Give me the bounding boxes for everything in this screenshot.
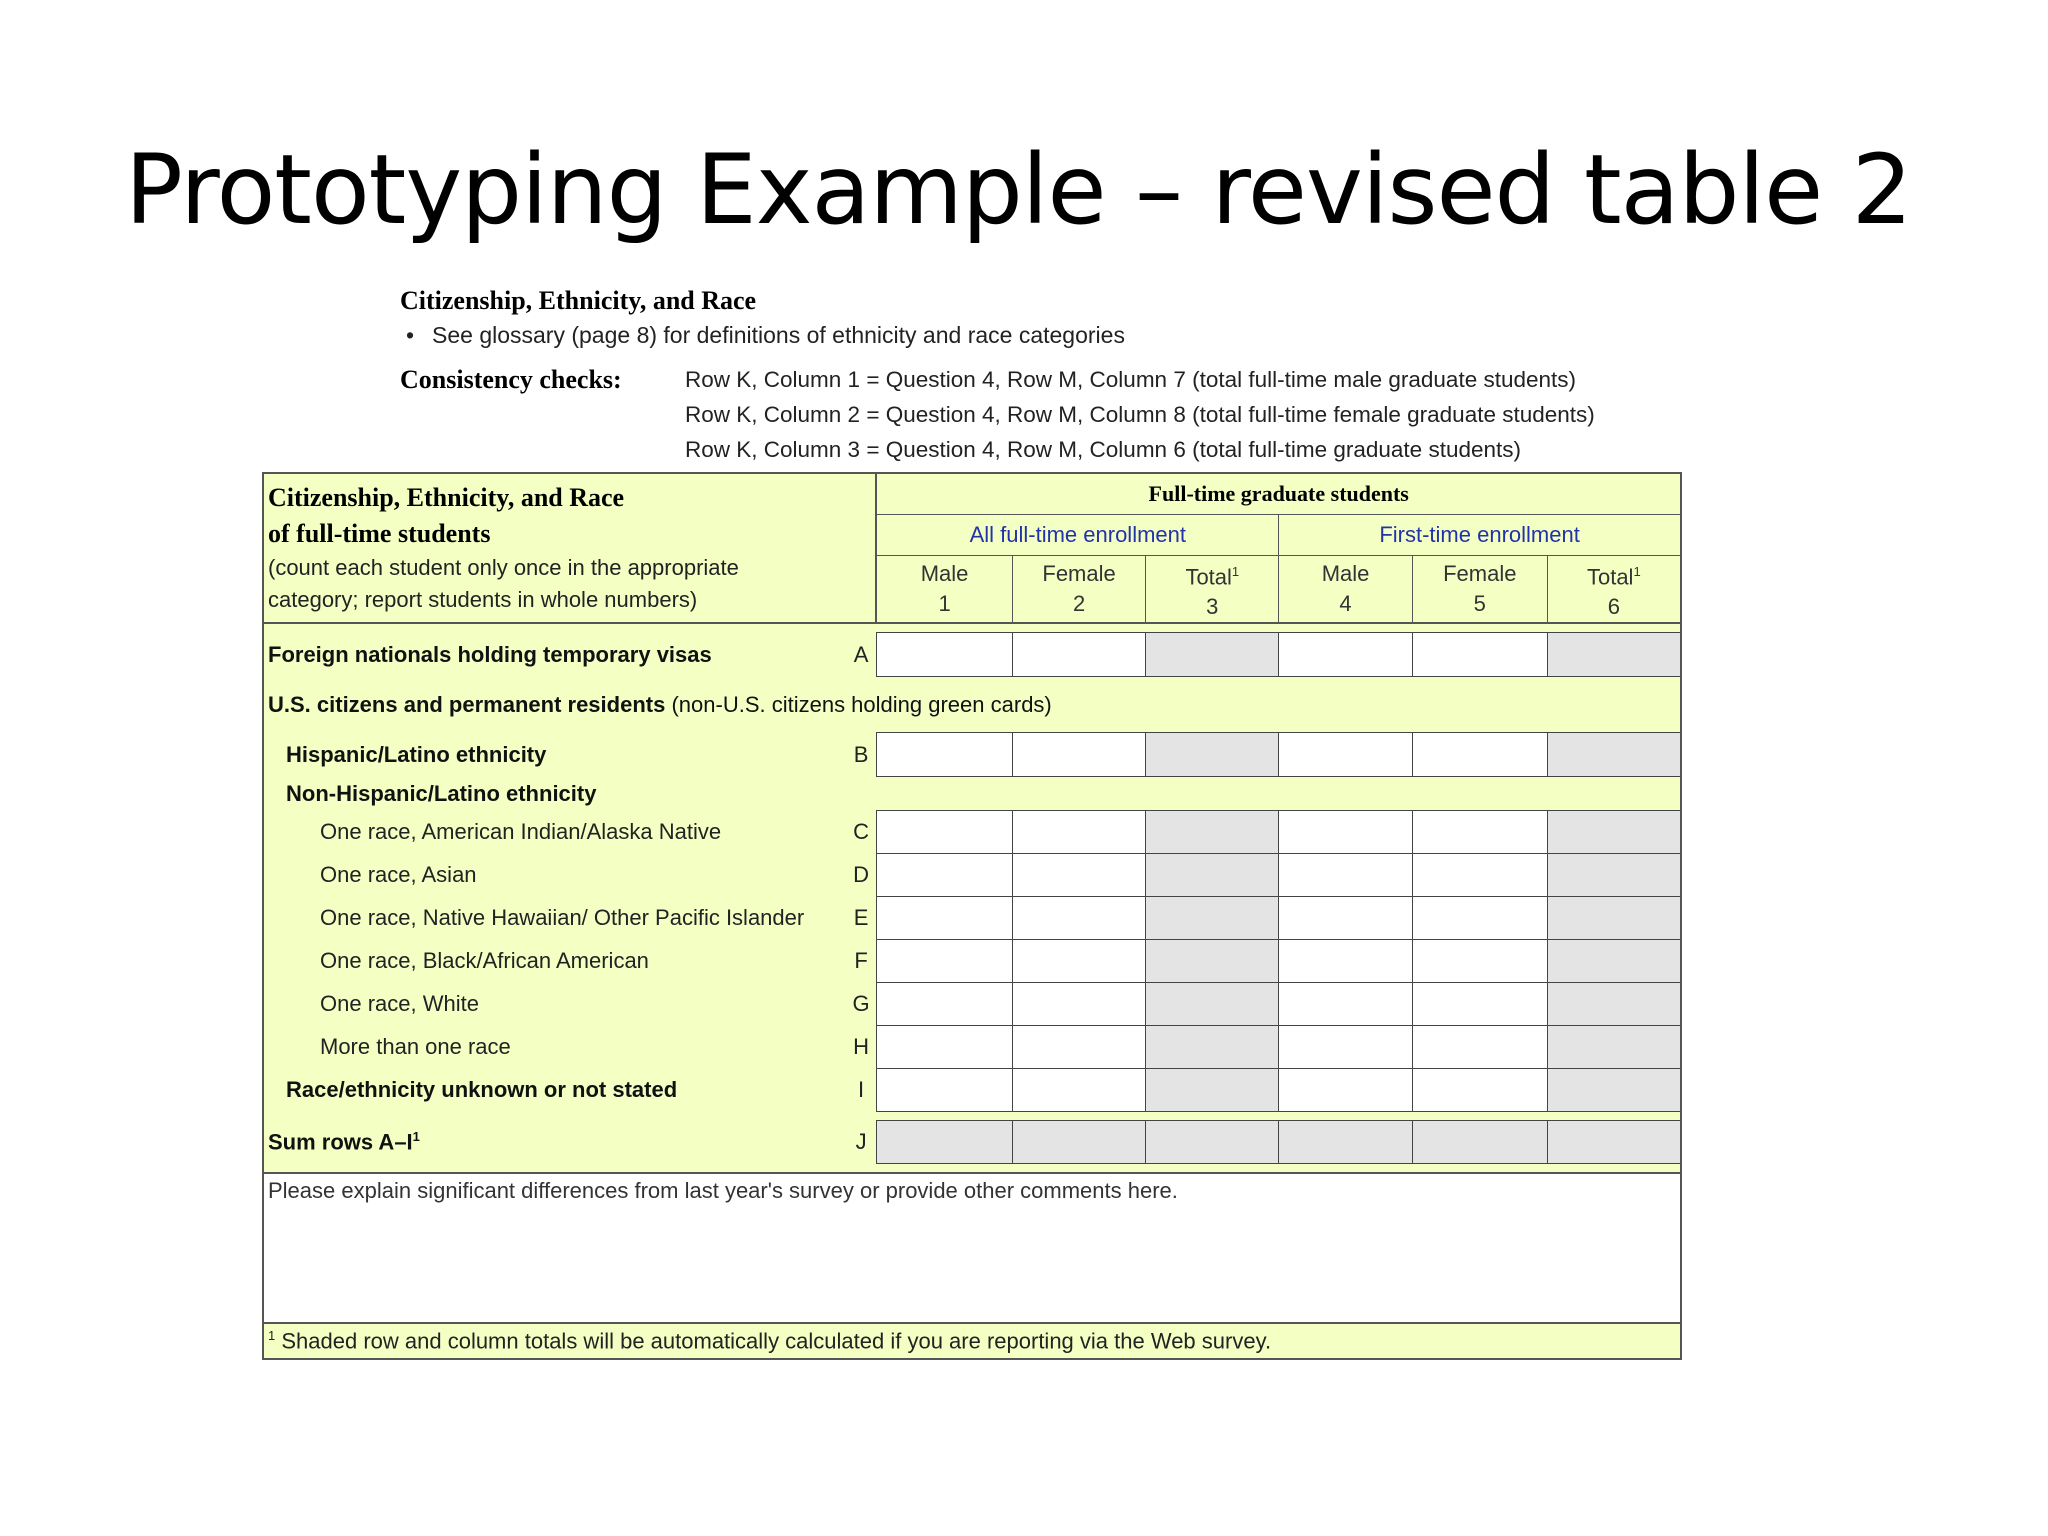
total-cell <box>1547 940 1681 983</box>
column-number: 2 <box>1072 591 1086 617</box>
total-cell <box>1146 633 1279 677</box>
table-row <box>263 940 1681 983</box>
table-row <box>263 733 1681 777</box>
input-cell[interactable] <box>1012 854 1146 897</box>
header-all-enrollment: All full-time enrollment <box>876 515 1278 556</box>
total-cell <box>1412 1121 1547 1164</box>
header-instruction: category; report students in whole numbers) <box>268 587 698 612</box>
input-cell[interactable] <box>1412 811 1547 854</box>
row-letter: A <box>846 633 876 677</box>
column-header <box>1547 556 1681 623</box>
column-number: 6 <box>1607 593 1620 619</box>
input-cell[interactable] <box>1279 940 1413 983</box>
total-cell <box>1146 1069 1279 1112</box>
input-cell[interactable] <box>1412 633 1547 677</box>
total-cell <box>876 1121 1012 1164</box>
table-row <box>263 633 1681 677</box>
table-row <box>263 1069 1681 1112</box>
input-cell[interactable] <box>1412 897 1547 940</box>
header-instruction: (count each student only once in the appropriate <box>268 555 739 580</box>
glossary-note <box>400 320 1700 350</box>
column-label: Male <box>1321 561 1370 587</box>
total-cell <box>1547 811 1681 854</box>
column-header <box>1412 556 1547 623</box>
total-cell <box>1547 733 1681 777</box>
column-label: Female <box>1042 561 1116 587</box>
consistency-check-line: Row K, Column 2 = Question 4, Row M, Column 8 (total full-time female graduate students) <box>685 402 1595 427</box>
total-cell <box>1547 633 1681 677</box>
comments-field[interactable] <box>263 1173 1681 1323</box>
total-cell <box>1146 940 1279 983</box>
total-cell <box>1547 854 1681 897</box>
input-cell[interactable] <box>1012 897 1146 940</box>
row-label: More than one race <box>263 1026 846 1069</box>
total-cell <box>1547 1069 1681 1112</box>
table-row <box>263 897 1681 940</box>
row-label: One race, American Indian/Alaska Native <box>263 811 846 854</box>
row-label: Hispanic/Latino ethnicity <box>263 733 846 777</box>
total-cell <box>1547 1026 1681 1069</box>
header-title: Citizenship, Ethnicity, and Race <box>268 483 625 512</box>
footnote-marker: 1 <box>1231 563 1240 579</box>
column-label: Total <box>1586 563 1634 589</box>
total-cell <box>1146 897 1279 940</box>
input-cell[interactable] <box>1279 897 1413 940</box>
total-cell <box>1146 1026 1279 1069</box>
table-row <box>263 854 1681 897</box>
row-label: Foreign nationals holding temporary visas <box>263 633 846 677</box>
header-full-time: Full-time graduate students <box>876 473 1681 515</box>
consistency-checks <box>400 362 1700 467</box>
total-cell <box>1547 1121 1681 1164</box>
total-cell <box>1279 1121 1413 1164</box>
column-number: 4 <box>1339 591 1352 617</box>
header-row-label <box>263 473 876 623</box>
column-number: 5 <box>1473 591 1486 617</box>
row-letter: D <box>846 854 876 897</box>
column-header <box>1146 556 1279 623</box>
input-cell[interactable] <box>1012 811 1146 854</box>
input-cell[interactable] <box>1012 1069 1146 1112</box>
header-first-time-enrollment: First-time enrollment <box>1279 515 1681 556</box>
row-letter: F <box>846 940 876 983</box>
sum-row-label: Sum rows A–I <box>268 1129 413 1155</box>
total-cell <box>1547 983 1681 1026</box>
subsection-label: Non-Hispanic/Latino ethnicity <box>263 777 1681 811</box>
bullet-icon: • <box>406 322 415 348</box>
input-cell[interactable] <box>876 811 1012 854</box>
input-cell[interactable] <box>1279 983 1413 1026</box>
slide-title: Prototyping Example – revised table 2 <box>125 134 1912 246</box>
row-letter: I <box>846 1069 876 1112</box>
footnote-text: Shaded row and column totals will be automatically calculated if you are reporting via the Web survey. <box>281 1328 1272 1354</box>
column-number: 3 <box>1206 593 1219 619</box>
input-cell[interactable] <box>1412 940 1547 983</box>
row-label: One race, Asian <box>263 854 846 897</box>
total-cell <box>1146 733 1279 777</box>
column-number: 1 <box>938 591 951 617</box>
consistency-checks-label: Consistency checks: <box>400 365 622 394</box>
input-cell[interactable] <box>1279 1026 1413 1069</box>
row-letter: H <box>846 1026 876 1069</box>
input-cell[interactable] <box>1279 633 1413 677</box>
header-subtitle: of full-time students <box>268 519 491 548</box>
input-cell[interactable] <box>1012 633 1146 677</box>
input-cell[interactable] <box>876 633 1012 677</box>
consistency-check-line: Row K, Column 1 = Question 4, Row M, Column 7 (total full-time male graduate students) <box>685 367 1577 392</box>
input-cell[interactable] <box>1412 1069 1547 1112</box>
table-row <box>263 1121 1681 1164</box>
column-header <box>1012 556 1146 623</box>
column-label: Female <box>1443 561 1517 587</box>
input-cell[interactable] <box>1012 1026 1146 1069</box>
table-footnote <box>263 1323 1681 1359</box>
section-heading: Citizenship, Ethnicity, and Race <box>400 286 757 315</box>
input-cell[interactable] <box>876 940 1012 983</box>
intro-section <box>400 282 1700 467</box>
input-cell[interactable] <box>1412 733 1547 777</box>
row-label: One race, Native Hawaiian/ Other Pacific Islander <box>263 897 846 940</box>
footnote-marker: 1 <box>268 1327 276 1343</box>
row-letter: G <box>846 983 876 1026</box>
column-label: Total <box>1185 563 1232 589</box>
section-label-bold: U.S. citizens and permanent residents <box>268 691 666 717</box>
input-cell[interactable] <box>1279 733 1413 777</box>
row-label: Race/ethnicity unknown or not stated <box>263 1069 846 1112</box>
input-cell[interactable] <box>1412 983 1547 1026</box>
input-cell[interactable] <box>1412 854 1547 897</box>
row-letter: J <box>846 1121 876 1164</box>
row-label: One race, Black/African American <box>263 940 846 983</box>
total-cell <box>1146 1121 1279 1164</box>
input-cell[interactable] <box>876 854 1012 897</box>
column-header <box>876 556 1012 623</box>
input-cell[interactable] <box>1412 1026 1547 1069</box>
input-cell[interactable] <box>1279 1069 1413 1112</box>
row-label: One race, White <box>263 983 846 1026</box>
glossary-note-text: See glossary (page 8) for definitions of ethnicity and race categories <box>432 322 1125 348</box>
row-label <box>263 1121 846 1164</box>
total-cell <box>1012 1121 1146 1164</box>
input-cell[interactable] <box>876 1069 1012 1112</box>
input-cell[interactable] <box>876 1026 1012 1069</box>
section-label-note: (non-U.S. citizens holding green cards) <box>665 691 1052 717</box>
row-letter: C <box>846 811 876 854</box>
input-cell[interactable] <box>1279 811 1413 854</box>
input-cell[interactable] <box>1279 854 1413 897</box>
input-cell[interactable] <box>1012 940 1146 983</box>
footnote-marker: 1 <box>412 1128 420 1144</box>
consistency-check-line: Row K, Column 3 = Question 4, Row M, Column 6 (total full-time graduate students) <box>685 437 1521 462</box>
column-label: Male <box>920 561 969 587</box>
input-cell[interactable] <box>876 983 1012 1026</box>
total-cell <box>1547 897 1681 940</box>
row-letter: B <box>846 733 876 777</box>
comments-placeholder: Please explain significant differences from last year's survey or provide other comments here. <box>268 1178 1178 1203</box>
input-cell[interactable] <box>876 733 1012 777</box>
section-label <box>263 677 1681 733</box>
input-cell[interactable] <box>1012 733 1146 777</box>
total-cell <box>1146 983 1279 1026</box>
table-row <box>263 1026 1681 1069</box>
input-cell[interactable] <box>876 897 1012 940</box>
input-cell[interactable] <box>1012 983 1146 1026</box>
column-header <box>1279 556 1413 623</box>
survey-table <box>262 472 1682 1360</box>
footnote-marker: 1 <box>1633 563 1641 579</box>
table-row <box>263 811 1681 854</box>
total-cell <box>1146 854 1279 897</box>
row-letter: E <box>846 897 876 940</box>
table-row <box>263 983 1681 1026</box>
total-cell <box>1146 811 1279 854</box>
